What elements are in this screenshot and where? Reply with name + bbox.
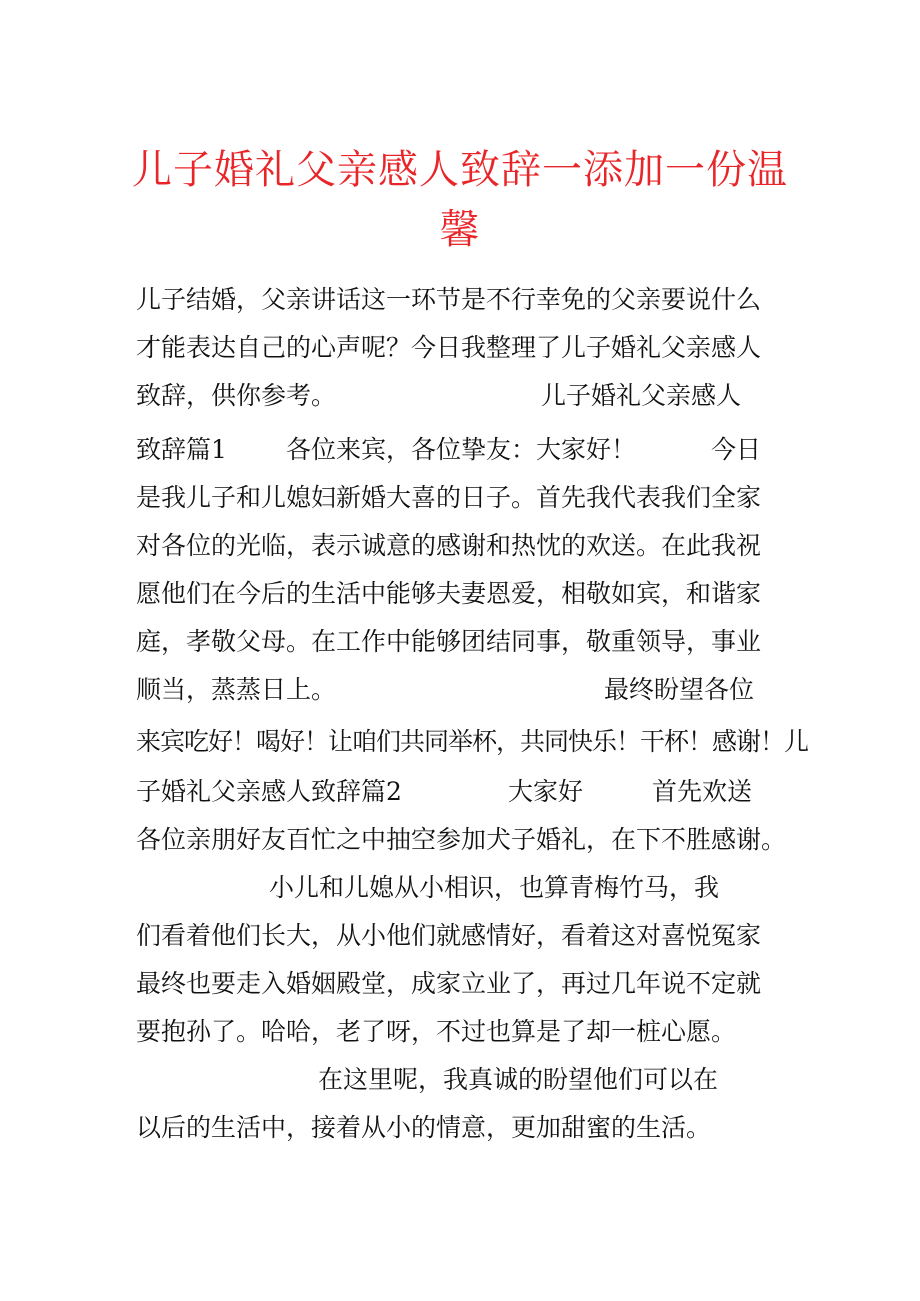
document-title [0, 140, 920, 260]
text-segment: 愿他们在今后的生活中能够夫妻恩爱，相敬如宾，和谐家 [136, 579, 762, 608]
text-segment: 才能表达自己的心声呢？今日我整理了儿子婚礼父亲感人 [136, 333, 762, 362]
text-segment: 首先欢送 [652, 777, 753, 806]
text-segment: 致辞篇1 [136, 435, 227, 464]
text-segment: 们看着他们长大，从小他们就感情好，看着这对喜悦冤家 [136, 921, 762, 950]
text-segment: 致辞，供你参考。 [136, 381, 337, 410]
text-segment: 大家好 [508, 777, 584, 806]
text-segment: 在这里呢，我真诚的盼望他们可以在 [318, 1065, 719, 1094]
text-segment: 各位来宾，各位挚友：大家好！ [286, 435, 637, 464]
title-line-1: 儿子婚礼父亲感人致辞一添加一份温 [132, 147, 788, 193]
text-segment: 子婚礼父亲感人致辞篇2 [136, 777, 402, 806]
text-segment: 是我儿子和儿媳妇新婚大喜的日子。首先我代表我们全家 [136, 483, 762, 512]
text-segment: 儿子婚礼父亲感人 [541, 381, 742, 410]
text-segment: 儿子结婚，父亲讲话这一环节是不行幸免的父亲要说什么 [136, 285, 762, 314]
text-segment: 今日 [711, 435, 762, 464]
text-segment: 要抱孙了。哈哈，老了呀，不过也算是了却一桩心愿。 [136, 1017, 737, 1046]
text-segment: 各位亲朋好友百忙之中抽空参加犬子婚礼，在下不胜感谢。 [136, 825, 787, 854]
text-segment: 最终也要走入婚姻殿堂，成家立业了，再过几年说不定就 [136, 969, 762, 998]
title-line-2: 馨 [439, 207, 481, 253]
text-segment: 庭，孝敬父母。在工作中能够团结同事，敬重领导，事业 [136, 627, 762, 656]
text-segment: 以后的生活中，接着从小的情意，更加甜蜜的生活。 [136, 1113, 712, 1142]
text-segment: 最终盼望各位 [604, 675, 755, 704]
text-segment: 来宾吃好！喝好！让咱们共同举杯，共同快乐！干杯！感谢！儿 [136, 727, 809, 756]
text-segment: 小儿和儿媳从小相识，也算青梅竹马，我 [269, 873, 720, 902]
text-segment: 顺当，蒸蒸日上。 [136, 675, 337, 704]
text-segment: 对各位的光临，表示诚意的感谢和热忱的欢送。在此我祝 [136, 531, 762, 560]
